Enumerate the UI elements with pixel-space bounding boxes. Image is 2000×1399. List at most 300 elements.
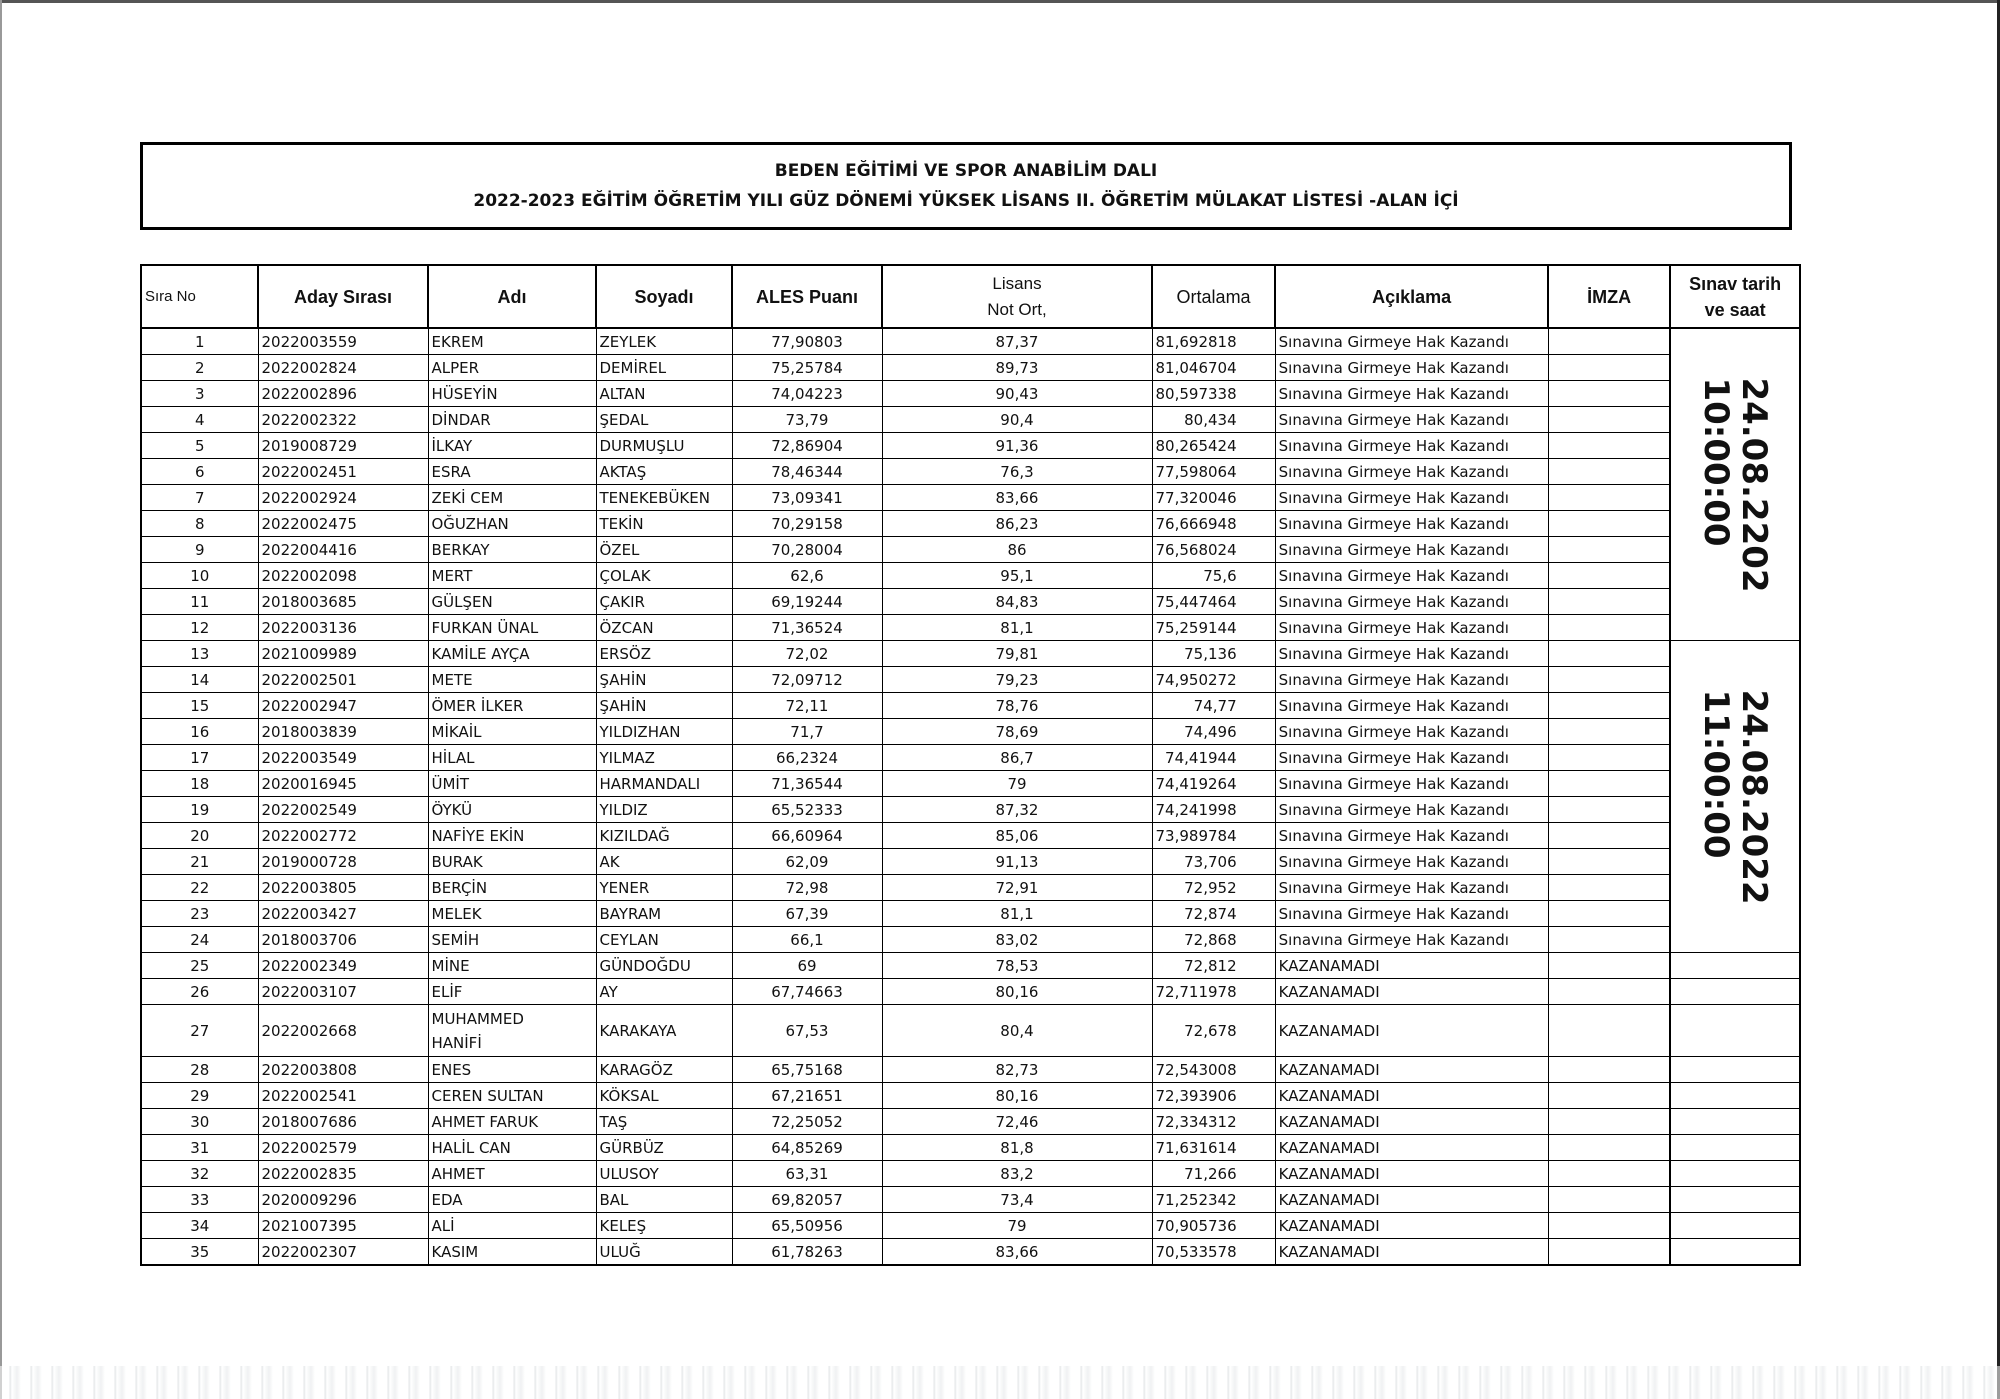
cell-aday-sirasi: 2022002349 <box>258 953 428 979</box>
cell-sira-no: 22 <box>141 875 258 901</box>
cell-soyadi: TENEKEBÜKEN <box>596 485 732 511</box>
cell-imza <box>1548 328 1670 355</box>
table-row <box>141 1083 1800 1109</box>
cell-soyadi: ÇAKIR <box>596 589 732 615</box>
cell-soyadi: YILDIZ <box>596 797 732 823</box>
cell-soyadi: ALTAN <box>596 381 732 407</box>
table-row <box>141 1187 1800 1213</box>
cell-ortalama: 74,950272 <box>1152 667 1275 693</box>
cell-soyadi: KÖKSAL <box>596 1083 732 1109</box>
cell-imza <box>1548 407 1670 433</box>
cell-aciklama: KAZANAMADI <box>1275 1083 1548 1109</box>
cell-aday-sirasi: 2022002322 <box>258 407 428 433</box>
cell-imza <box>1548 1005 1670 1057</box>
table-row <box>141 1005 1800 1057</box>
cell-lisans: 78,76 <box>882 693 1152 719</box>
session-cell-empty <box>1670 1161 1800 1187</box>
session-cell-empty <box>1670 953 1800 979</box>
cell-soyadi: GÜRBÜZ <box>596 1135 732 1161</box>
cell-adi: AHMET <box>428 1161 596 1187</box>
cell-ortalama: 74,77 <box>1152 693 1275 719</box>
cell-aday-sirasi: 2022003107 <box>258 979 428 1005</box>
cell-ortalama: 70,533578 <box>1152 1239 1275 1266</box>
cell-aday-sirasi: 2018007686 <box>258 1109 428 1135</box>
header-lisans <box>882 265 1152 328</box>
cell-adi: FURKAN ÜNAL <box>428 615 596 641</box>
cell-imza <box>1548 563 1670 589</box>
cell-adi: BURAK <box>428 849 596 875</box>
cell-sira-no: 4 <box>141 407 258 433</box>
cell-ales: 73,09341 <box>732 485 882 511</box>
cell-lisans: 81,1 <box>882 901 1152 927</box>
cell-ortalama: 72,952 <box>1152 875 1275 901</box>
cell-ortalama: 72,812 <box>1152 953 1275 979</box>
cell-aday-sirasi: 2022002824 <box>258 355 428 381</box>
cell-soyadi: KELEŞ <box>596 1213 732 1239</box>
cell-ales: 66,2324 <box>732 745 882 771</box>
cell-aday-sirasi: 2022002307 <box>258 1239 428 1266</box>
table-row <box>141 849 1800 875</box>
cell-imza <box>1548 849 1670 875</box>
table-row <box>141 381 1800 407</box>
cell-soyadi: KARAGÖZ <box>596 1057 732 1083</box>
session-cell-empty <box>1670 979 1800 1005</box>
cell-imza <box>1548 875 1670 901</box>
cell-aday-sirasi: 2020016945 <box>258 771 428 797</box>
session-cell-empty <box>1670 1213 1800 1239</box>
cell-sira-no: 10 <box>141 563 258 589</box>
cell-aday-sirasi: 2022002947 <box>258 693 428 719</box>
cell-lisans: 86 <box>882 537 1152 563</box>
cell-aday-sirasi: 2022003136 <box>258 615 428 641</box>
header-soyadi: Soyadı <box>596 265 732 328</box>
header-ortalama: Ortalama <box>1152 265 1275 328</box>
cell-aciklama: Sınavına Girmeye Hak Kazandı <box>1275 511 1548 537</box>
cell-lisans: 87,32 <box>882 797 1152 823</box>
page-edge-top <box>0 0 2000 3</box>
cell-soyadi: ÇOLAK <box>596 563 732 589</box>
cell-aciklama: KAZANAMADI <box>1275 953 1548 979</box>
cell-aciklama: Sınavına Girmeye Hak Kazandı <box>1275 927 1548 953</box>
table-row <box>141 719 1800 745</box>
table-row <box>141 1057 1800 1083</box>
cell-ales: 72,25052 <box>732 1109 882 1135</box>
cell-soyadi: DURMUŞLU <box>596 433 732 459</box>
cell-ales: 67,39 <box>732 901 882 927</box>
cell-aciklama: KAZANAMADI <box>1275 1187 1548 1213</box>
cell-aday-sirasi: 2022003808 <box>258 1057 428 1083</box>
cell-soyadi: ÖZCAN <box>596 615 732 641</box>
cell-sira-no: 21 <box>141 849 258 875</box>
cell-soyadi: KARAKAYA <box>596 1005 732 1057</box>
cell-adi: İLKAY <box>428 433 596 459</box>
cell-aciklama: Sınavına Girmeye Hak Kazandı <box>1275 615 1548 641</box>
cell-aday-sirasi: 2020009296 <box>258 1187 428 1213</box>
cell-lisans: 82,73 <box>882 1057 1152 1083</box>
cell-aciklama: Sınavına Girmeye Hak Kazandı <box>1275 407 1548 433</box>
cell-ortalama: 75,259144 <box>1152 615 1275 641</box>
cell-adi: HALİL CAN <box>428 1135 596 1161</box>
cell-aday-sirasi: 2022002924 <box>258 485 428 511</box>
cell-aday-sirasi: 2022003805 <box>258 875 428 901</box>
cell-soyadi: BAYRAM <box>596 901 732 927</box>
cell-ales: 77,90803 <box>732 328 882 355</box>
cell-sira-no: 14 <box>141 667 258 693</box>
cell-aciklama: KAZANAMADI <box>1275 1135 1548 1161</box>
cell-lisans: 87,37 <box>882 328 1152 355</box>
cell-imza <box>1548 667 1670 693</box>
cell-ales: 71,7 <box>732 719 882 745</box>
cell-sira-no: 17 <box>141 745 258 771</box>
session-datetime <box>1697 377 1773 592</box>
cell-soyadi: ZEYLEK <box>596 328 732 355</box>
cell-lisans: 83,2 <box>882 1161 1152 1187</box>
cell-aciklama: KAZANAMADI <box>1275 1161 1548 1187</box>
cell-lisans: 90,43 <box>882 381 1152 407</box>
cell-adi: ELİF <box>428 979 596 1005</box>
cell-lisans: 90,4 <box>882 407 1152 433</box>
cell-aday-sirasi: 2022002541 <box>258 1083 428 1109</box>
cell-imza <box>1548 1161 1670 1187</box>
table-row <box>141 641 1800 667</box>
cell-sira-no: 15 <box>141 693 258 719</box>
cell-imza <box>1548 927 1670 953</box>
cell-aciklama: KAZANAMADI <box>1275 1213 1548 1239</box>
cell-aday-sirasi: 2019008729 <box>258 433 428 459</box>
cell-soyadi: TAŞ <box>596 1109 732 1135</box>
cell-imza <box>1548 1057 1670 1083</box>
title-line-1: BEDEN EĞİTİMİ VE SPOR ANABİLİM DALI <box>774 161 1158 181</box>
cell-adi: ZEKİ CEM <box>428 485 596 511</box>
cell-soyadi: ŞAHİN <box>596 693 732 719</box>
cell-sira-no: 3 <box>141 381 258 407</box>
header-imza: İMZA <box>1548 265 1670 328</box>
cell-ortalama: 72,543008 <box>1152 1057 1275 1083</box>
cell-ortalama: 72,393906 <box>1152 1083 1275 1109</box>
cell-aday-sirasi: 2018003706 <box>258 927 428 953</box>
cell-ortalama: 81,692818 <box>1152 328 1275 355</box>
table-row <box>141 563 1800 589</box>
cell-ales: 73,79 <box>732 407 882 433</box>
cell-ortalama: 81,046704 <box>1152 355 1275 381</box>
table-row <box>141 485 1800 511</box>
cell-soyadi: ŞEDAL <box>596 407 732 433</box>
cell-sira-no: 9 <box>141 537 258 563</box>
cell-adi <box>428 1005 596 1057</box>
cell-adi: SEMİH <box>428 927 596 953</box>
session-time: 11:00:00 <box>1696 688 1737 859</box>
table-row <box>141 667 1800 693</box>
cell-ales: 72,86904 <box>732 433 882 459</box>
cell-adi: METE <box>428 667 596 693</box>
cell-imza <box>1548 355 1670 381</box>
cell-ortalama: 73,989784 <box>1152 823 1275 849</box>
header-aday-sirasi: Aday Sırası <box>258 265 428 328</box>
cell-ortalama: 72,334312 <box>1152 1109 1275 1135</box>
cell-lisans: 83,02 <box>882 927 1152 953</box>
session-cell-empty <box>1670 1083 1800 1109</box>
cell-imza <box>1548 797 1670 823</box>
cell-imza <box>1548 433 1670 459</box>
cell-imza <box>1548 693 1670 719</box>
cell-aday-sirasi: 2022002896 <box>258 381 428 407</box>
cell-imza <box>1548 485 1670 511</box>
cell-ales: 72,09712 <box>732 667 882 693</box>
cell-imza <box>1548 745 1670 771</box>
cell-imza <box>1548 823 1670 849</box>
cell-aciklama: KAZANAMADI <box>1275 1057 1548 1083</box>
cell-adi: OĞUZHAN <box>428 511 596 537</box>
cell-adi: BERÇİN <box>428 875 596 901</box>
header-ales: ALES Puanı <box>732 265 882 328</box>
cell-imza <box>1548 901 1670 927</box>
cell-adi: KASIM <box>428 1239 596 1266</box>
cell-aday-sirasi: 2022002451 <box>258 459 428 485</box>
table-body <box>141 328 1800 1265</box>
cell-ortalama: 76,666948 <box>1152 511 1275 537</box>
cell-ortalama: 71,631614 <box>1152 1135 1275 1161</box>
cell-lisans: 91,13 <box>882 849 1152 875</box>
cell-soyadi: YILMAZ <box>596 745 732 771</box>
cell-adi: EDA <box>428 1187 596 1213</box>
cell-imza <box>1548 1083 1670 1109</box>
cell-aciklama: Sınavına Girmeye Hak Kazandı <box>1275 537 1548 563</box>
cell-aday-sirasi: 2018003839 <box>258 719 428 745</box>
table-row <box>141 328 1800 355</box>
title-line-2: 2022-2023 EĞİTİM ÖĞRETİM YILI GÜZ DÖNEMİ YÜKSEK LİSANS II. ÖĞRETİM MÜLAKAT LİSTESİ -ALAN İÇİ <box>473 191 1459 211</box>
cell-sira-no: 18 <box>141 771 258 797</box>
table-row <box>141 979 1800 1005</box>
cell-aday-sirasi: 2022002579 <box>258 1135 428 1161</box>
cell-aday-sirasi: 2022002098 <box>258 563 428 589</box>
session-cell <box>1670 328 1800 641</box>
cell-sira-no: 19 <box>141 797 258 823</box>
cell-ales: 74,04223 <box>732 381 882 407</box>
table-row <box>141 797 1800 823</box>
cell-lisans: 80,4 <box>882 1005 1152 1057</box>
cell-lisans: 84,83 <box>882 589 1152 615</box>
cell-ales: 67,74663 <box>732 979 882 1005</box>
cell-aday-sirasi: 2022002835 <box>258 1161 428 1187</box>
cell-aciklama: Sınavına Girmeye Hak Kazandı <box>1275 797 1548 823</box>
cell-adi: KAMİLE AYÇA <box>428 641 596 667</box>
cell-imza <box>1548 615 1670 641</box>
cell-aciklama: Sınavına Girmeye Hak Kazandı <box>1275 875 1548 901</box>
cell-aciklama: KAZANAMADI <box>1275 1239 1548 1266</box>
cell-aciklama: KAZANAMADI <box>1275 1109 1548 1135</box>
cell-adi: BERKAY <box>428 537 596 563</box>
cell-aciklama: Sınavına Girmeye Hak Kazandı <box>1275 459 1548 485</box>
cell-lisans: 79 <box>882 1213 1152 1239</box>
cell-ortalama: 74,496 <box>1152 719 1275 745</box>
header-sinav-line2: ve saat <box>1704 299 1766 320</box>
cell-adi: ALPER <box>428 355 596 381</box>
cell-ales: 70,28004 <box>732 537 882 563</box>
cell-adi: MİNE <box>428 953 596 979</box>
cell-lisans: 91,36 <box>882 433 1152 459</box>
cell-adi: HİLAL <box>428 745 596 771</box>
cell-aday-sirasi: 2022002549 <box>258 797 428 823</box>
cell-aciklama: Sınavına Girmeye Hak Kazandı <box>1275 719 1548 745</box>
header-sinav <box>1670 265 1800 328</box>
cell-aciklama: KAZANAMADI <box>1275 1005 1548 1057</box>
table-row <box>141 823 1800 849</box>
table-row <box>141 901 1800 927</box>
header-adi: Adı <box>428 265 596 328</box>
session-cell-empty <box>1670 1109 1800 1135</box>
cell-sira-no: 7 <box>141 485 258 511</box>
table-row <box>141 459 1800 485</box>
cell-ales: 72,02 <box>732 641 882 667</box>
cell-lisans: 81,1 <box>882 615 1152 641</box>
cell-sira-no: 8 <box>141 511 258 537</box>
cell-lisans: 72,46 <box>882 1109 1152 1135</box>
cell-sira-no: 34 <box>141 1213 258 1239</box>
cell-adi: ÖYKÜ <box>428 797 596 823</box>
session-datetime <box>1697 689 1773 904</box>
cell-sira-no: 25 <box>141 953 258 979</box>
cell-sira-no: 11 <box>141 589 258 615</box>
cell-sira-no: 1 <box>141 328 258 355</box>
header-lisans-line2: Not Ort, <box>987 299 1047 319</box>
cell-imza <box>1548 381 1670 407</box>
cell-aciklama: Sınavına Girmeye Hak Kazandı <box>1275 589 1548 615</box>
cell-aciklama: Sınavına Girmeye Hak Kazandı <box>1275 433 1548 459</box>
header-row <box>141 265 1800 328</box>
cell-adi: ALİ <box>428 1213 596 1239</box>
cell-lisans: 78,69 <box>882 719 1152 745</box>
cell-ortalama: 72,874 <box>1152 901 1275 927</box>
scan-artifact <box>0 1366 2000 1399</box>
cell-ortalama: 75,6 <box>1152 563 1275 589</box>
cell-sira-no: 23 <box>141 901 258 927</box>
header-sinav-line1: Sınav tarih <box>1689 273 1782 294</box>
cell-ortalama: 74,419264 <box>1152 771 1275 797</box>
cell-lisans: 80,16 <box>882 1083 1152 1109</box>
cell-aciklama: Sınavına Girmeye Hak Kazandı <box>1275 563 1548 589</box>
cell-ortalama: 70,905736 <box>1152 1213 1275 1239</box>
cell-lisans: 79 <box>882 771 1152 797</box>
cell-lisans: 80,16 <box>882 979 1152 1005</box>
cell-ortalama: 72,868 <box>1152 927 1275 953</box>
cell-ortalama: 72,711978 <box>1152 979 1275 1005</box>
cell-aciklama: Sınavına Girmeye Hak Kazandı <box>1275 328 1548 355</box>
cell-imza <box>1548 511 1670 537</box>
cell-sira-no: 5 <box>141 433 258 459</box>
cell-aciklama: Sınavına Girmeye Hak Kazandı <box>1275 667 1548 693</box>
cell-sira-no: 33 <box>141 1187 258 1213</box>
cell-ales: 69,82057 <box>732 1187 882 1213</box>
table-row <box>141 1161 1800 1187</box>
table-row <box>141 433 1800 459</box>
session-cell <box>1670 641 1800 953</box>
cell-sira-no: 28 <box>141 1057 258 1083</box>
cell-adi: CEREN SULTAN <box>428 1083 596 1109</box>
session-time: 10:00:00 <box>1696 376 1737 547</box>
table-row <box>141 615 1800 641</box>
cell-adi: EKREM <box>428 328 596 355</box>
cell-adi-line1: MUHAMMED <box>431 1010 524 1028</box>
cell-aciklama: Sınavına Girmeye Hak Kazandı <box>1275 849 1548 875</box>
cell-adi: NAFİYE EKİN <box>428 823 596 849</box>
cell-soyadi: AK <box>596 849 732 875</box>
cell-lisans: 73,4 <box>882 1187 1152 1213</box>
page-edge-left <box>0 0 2 1399</box>
cell-soyadi: ERSÖZ <box>596 641 732 667</box>
cell-ales: 72,11 <box>732 693 882 719</box>
cell-soyadi: CEYLAN <box>596 927 732 953</box>
session-date: 24.08.2022 <box>1734 688 1775 905</box>
cell-soyadi: KIZILDAĞ <box>596 823 732 849</box>
cell-ortalama: 80,434 <box>1152 407 1275 433</box>
cell-lisans: 83,66 <box>882 485 1152 511</box>
cell-aday-sirasi: 2021009989 <box>258 641 428 667</box>
candidate-table <box>140 264 1801 1266</box>
cell-aday-sirasi: 2022002501 <box>258 667 428 693</box>
cell-aciklama: Sınavına Girmeye Hak Kazandı <box>1275 641 1548 667</box>
table-row <box>141 771 1800 797</box>
cell-sira-no: 20 <box>141 823 258 849</box>
table-row <box>141 1135 1800 1161</box>
table-row <box>141 589 1800 615</box>
cell-imza <box>1548 459 1670 485</box>
cell-ortalama: 77,320046 <box>1152 485 1275 511</box>
cell-ales: 72,98 <box>732 875 882 901</box>
cell-adi: ÖMER İLKER <box>428 693 596 719</box>
cell-ales: 67,53 <box>732 1005 882 1057</box>
table-row <box>141 693 1800 719</box>
session-cell-empty <box>1670 1057 1800 1083</box>
cell-ales: 78,46344 <box>732 459 882 485</box>
cell-adi: HÜSEYİN <box>428 381 596 407</box>
cell-sira-no: 30 <box>141 1109 258 1135</box>
cell-sira-no: 31 <box>141 1135 258 1161</box>
table-row <box>141 745 1800 771</box>
cell-imza <box>1548 641 1670 667</box>
session-cell-empty <box>1670 1135 1800 1161</box>
table-row <box>141 875 1800 901</box>
cell-imza <box>1548 589 1670 615</box>
cell-lisans: 83,66 <box>882 1239 1152 1266</box>
cell-aciklama: Sınavına Girmeye Hak Kazandı <box>1275 901 1548 927</box>
cell-imza <box>1548 771 1670 797</box>
header-sira-no: Sıra No <box>141 265 258 328</box>
cell-ales: 67,21651 <box>732 1083 882 1109</box>
cell-sira-no: 13 <box>141 641 258 667</box>
cell-sira-no: 27 <box>141 1005 258 1057</box>
cell-imza <box>1548 953 1670 979</box>
cell-aciklama: Sınavına Girmeye Hak Kazandı <box>1275 355 1548 381</box>
cell-ortalama: 71,266 <box>1152 1161 1275 1187</box>
cell-soyadi: GÜNDOĞDU <box>596 953 732 979</box>
cell-ales: 71,36544 <box>732 771 882 797</box>
cell-adi: GÜLŞEN <box>428 589 596 615</box>
cell-soyadi: ULUSOY <box>596 1161 732 1187</box>
table-row <box>141 511 1800 537</box>
cell-aciklama: Sınavına Girmeye Hak Kazandı <box>1275 693 1548 719</box>
cell-soyadi: DEMİREL <box>596 355 732 381</box>
cell-ales: 69 <box>732 953 882 979</box>
cell-sira-no: 29 <box>141 1083 258 1109</box>
cell-aciklama: Sınavına Girmeye Hak Kazandı <box>1275 823 1548 849</box>
cell-adi: MELEK <box>428 901 596 927</box>
cell-soyadi: YENER <box>596 875 732 901</box>
header-lisans-line1: Lisans <box>992 273 1042 293</box>
cell-ortalama: 74,41944 <box>1152 745 1275 771</box>
cell-lisans: 81,8 <box>882 1135 1152 1161</box>
cell-soyadi: ŞAHİN <box>596 667 732 693</box>
cell-ales: 66,60964 <box>732 823 882 849</box>
